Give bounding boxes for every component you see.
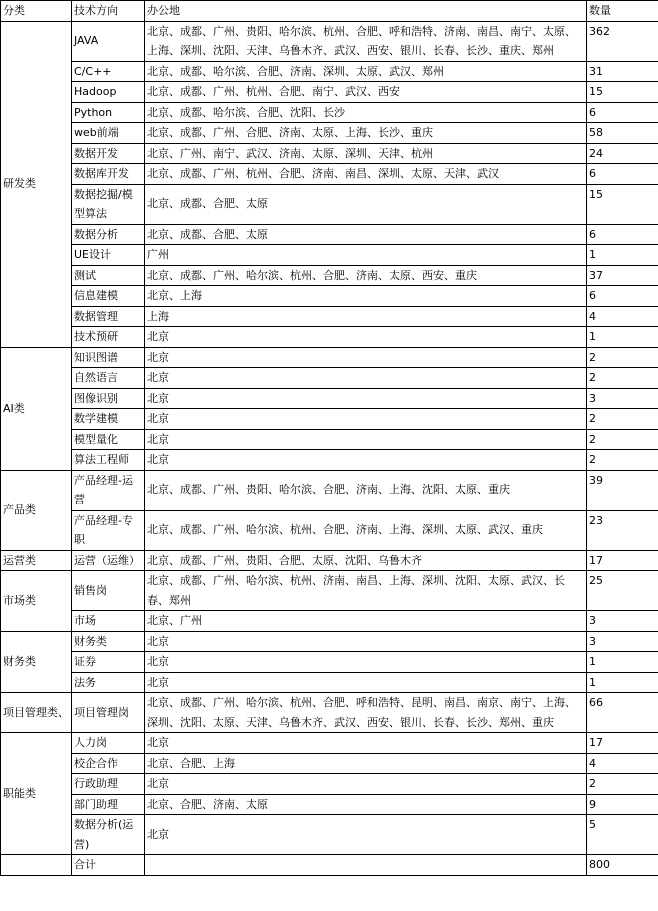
header-location: 办公地 [145, 1, 587, 22]
count-cell: 24 [587, 143, 658, 164]
direction-cell: 信息建模 [72, 286, 145, 307]
table-body [1, 21, 658, 855]
category-cell: 研发类 [1, 21, 72, 347]
direction-cell: 销售岗 [72, 571, 145, 611]
count-cell: 5 [587, 815, 658, 855]
direction-cell: 财务类 [72, 631, 145, 652]
location-cell: 北京 [145, 450, 587, 471]
table-row [1, 102, 658, 123]
direction-cell: 市场 [72, 611, 145, 632]
count-cell: 1 [587, 672, 658, 693]
total-label: 合计 [72, 855, 145, 876]
count-cell: 25 [587, 571, 658, 611]
table-row [1, 429, 658, 450]
direction-cell: 行政助理 [72, 774, 145, 795]
table-row [1, 164, 658, 185]
table-row [1, 510, 658, 550]
table-row [1, 571, 658, 611]
location-cell: 北京、成都、广州、杭州、合肥、南宁、武汉、西安 [145, 82, 587, 103]
location-cell: 北京、上海 [145, 286, 587, 307]
table-row [1, 733, 658, 754]
location-cell: 北京、成都、广州、哈尔滨、杭州、合肥、济南、上海、深圳、太原、武汉、重庆 [145, 510, 587, 550]
count-cell: 1 [587, 652, 658, 673]
direction-cell: 自然语言 [72, 368, 145, 389]
location-cell: 北京、成都、合肥、太原 [145, 224, 587, 245]
direction-cell: 运营（运维） [72, 550, 145, 571]
table-row [1, 184, 658, 224]
table-row [1, 245, 658, 266]
count-cell: 23 [587, 510, 658, 550]
direction-cell: 技术预研 [72, 327, 145, 348]
table-row [1, 450, 658, 471]
category-cell: 产品类 [1, 470, 72, 550]
direction-cell: 数据开发 [72, 143, 145, 164]
location-cell: 北京、成都、哈尔滨、合肥、济南、深圳、太原、武汉、郑州 [145, 61, 587, 82]
table-row [1, 82, 658, 103]
location-cell: 北京、成都、广州、杭州、合肥、济南、南昌、深圳、太原、天津、武汉 [145, 164, 587, 185]
count-cell: 3 [587, 611, 658, 632]
count-cell: 17 [587, 733, 658, 754]
total-location [145, 855, 587, 876]
count-cell: 58 [587, 123, 658, 144]
location-cell: 北京、成都、广州、贵阳、哈尔滨、杭州、合肥、呼和浩特、济南、南昌、南宁、太原、上海、深圳、沈阳、天津、乌鲁木齐、武汉、西安、银川、长春、长沙、重庆、郑州 [145, 21, 587, 61]
count-cell: 2 [587, 409, 658, 430]
table-row [1, 286, 658, 307]
count-cell: 9 [587, 794, 658, 815]
direction-cell: 算法工程师 [72, 450, 145, 471]
location-cell: 北京、广州 [145, 611, 587, 632]
location-cell: 北京 [145, 652, 587, 673]
location-cell: 北京、成都、广州、合肥、济南、太原、上海、长沙、重庆 [145, 123, 587, 144]
location-cell: 北京、成都、广州、哈尔滨、杭州、合肥、济南、太原、西安、重庆 [145, 265, 587, 286]
count-cell: 4 [587, 306, 658, 327]
direction-cell: 数据库开发 [72, 164, 145, 185]
header-category: 分类 [1, 1, 72, 22]
count-cell: 6 [587, 164, 658, 185]
location-cell: 北京、成都、广州、哈尔滨、杭州、合肥、呼和浩特、昆明、南昌、南京、南宁、上海、深圳、沈阳、太原、天津、乌鲁木齐、武汉、西安、银川、长春、长沙、郑州、重庆 [145, 693, 587, 733]
count-cell: 362 [587, 21, 658, 61]
count-cell: 3 [587, 631, 658, 652]
direction-cell: 数据分析(运营) [72, 815, 145, 855]
header-row [1, 1, 658, 22]
location-cell: 北京 [145, 388, 587, 409]
direction-cell: 项目管理岗 [72, 693, 145, 733]
location-cell: 北京 [145, 429, 587, 450]
direction-cell: JAVA [72, 21, 145, 61]
count-cell: 37 [587, 265, 658, 286]
location-cell: 北京 [145, 327, 587, 348]
table-row [1, 652, 658, 673]
direction-cell: 数学建模 [72, 409, 145, 430]
table-row [1, 611, 658, 632]
direction-cell: 产品经理-运营 [72, 470, 145, 510]
category-cell: 市场类 [1, 571, 72, 632]
table-row [1, 327, 658, 348]
direction-cell: 图像识别 [72, 388, 145, 409]
count-cell: 2 [587, 450, 658, 471]
location-cell: 北京 [145, 631, 587, 652]
direction-cell: 人力岗 [72, 733, 145, 754]
location-cell: 北京 [145, 672, 587, 693]
count-cell: 3 [587, 388, 658, 409]
direction-cell: 法务 [72, 672, 145, 693]
count-cell: 15 [587, 184, 658, 224]
location-cell: 广州 [145, 245, 587, 266]
total-category [1, 855, 72, 876]
location-cell: 北京 [145, 409, 587, 430]
table-row [1, 794, 658, 815]
location-cell: 北京 [145, 733, 587, 754]
table-row [1, 672, 658, 693]
direction-cell: 部门助理 [72, 794, 145, 815]
location-cell: 北京 [145, 347, 587, 368]
direction-cell: Python [72, 102, 145, 123]
category-cell: 财务类 [1, 631, 72, 693]
table-row [1, 550, 658, 571]
category-cell: 运营类 [1, 550, 72, 571]
category-cell: AI类 [1, 347, 72, 470]
table-row [1, 61, 658, 82]
table-row [1, 21, 658, 61]
location-cell: 北京、成都、哈尔滨、合肥、沈阳、长沙 [145, 102, 587, 123]
direction-cell: 测试 [72, 265, 145, 286]
category-cell: 职能类 [1, 733, 72, 855]
table-row [1, 347, 658, 368]
direction-cell: 数据挖掘/模型算法 [72, 184, 145, 224]
direction-cell: 产品经理-专职 [72, 510, 145, 550]
header-count: 数量 [587, 1, 658, 22]
count-cell: 17 [587, 550, 658, 571]
table-row [1, 815, 658, 855]
count-cell: 6 [587, 286, 658, 307]
count-cell: 2 [587, 347, 658, 368]
count-cell: 2 [587, 429, 658, 450]
table-row [1, 265, 658, 286]
count-cell: 6 [587, 224, 658, 245]
table-row [1, 470, 658, 510]
table-row [1, 409, 658, 430]
location-cell: 北京、合肥、济南、太原 [145, 794, 587, 815]
header-direction: 技术方向 [72, 1, 145, 22]
table-row [1, 693, 658, 733]
table-row [1, 123, 658, 144]
direction-cell: 证券 [72, 652, 145, 673]
location-cell: 北京、成都、广州、贵阳、哈尔滨、合肥、济南、上海、沈阳、太原、重庆 [145, 470, 587, 510]
count-cell: 15 [587, 82, 658, 103]
direction-cell: 知识图谱 [72, 347, 145, 368]
table-row [1, 753, 658, 774]
location-cell: 上海 [145, 306, 587, 327]
count-cell: 39 [587, 470, 658, 510]
location-cell: 北京 [145, 368, 587, 389]
table-row [1, 388, 658, 409]
location-cell: 北京、广州、南宁、武汉、济南、太原、深圳、天津、杭州 [145, 143, 587, 164]
direction-cell: 数据分析 [72, 224, 145, 245]
location-cell: 北京、合肥、上海 [145, 753, 587, 774]
location-cell: 北京 [145, 815, 587, 855]
direction-cell: Hadoop [72, 82, 145, 103]
count-cell: 1 [587, 327, 658, 348]
category-cell: 项目管理类、 [1, 693, 72, 733]
table-row [1, 774, 658, 795]
table-row [1, 631, 658, 652]
table-row [1, 143, 658, 164]
direction-cell: web前端 [72, 123, 145, 144]
count-cell: 31 [587, 61, 658, 82]
direction-cell: 数据管理 [72, 306, 145, 327]
table-row [1, 306, 658, 327]
location-cell: 北京、成都、广州、哈尔滨、杭州、济南、南昌、上海、深圳、沈阳、太原、武汉、长春、郑州 [145, 571, 587, 611]
total-count: 800 [587, 855, 658, 876]
count-cell: 2 [587, 368, 658, 389]
count-cell: 2 [587, 774, 658, 795]
count-cell: 6 [587, 102, 658, 123]
direction-cell: 校企合作 [72, 753, 145, 774]
table-row [1, 224, 658, 245]
direction-cell: 模型量化 [72, 429, 145, 450]
location-cell: 北京、成都、广州、贵阳、合肥、太原、沈阳、乌鲁木齐 [145, 550, 587, 571]
direction-cell: C/C++ [72, 61, 145, 82]
table-row [1, 368, 658, 389]
count-cell: 1 [587, 245, 658, 266]
total-row [1, 855, 658, 876]
location-cell: 北京、成都、合肥、太原 [145, 184, 587, 224]
count-cell: 66 [587, 693, 658, 733]
location-cell: 北京 [145, 774, 587, 795]
count-cell: 4 [587, 753, 658, 774]
direction-cell: UE设计 [72, 245, 145, 266]
